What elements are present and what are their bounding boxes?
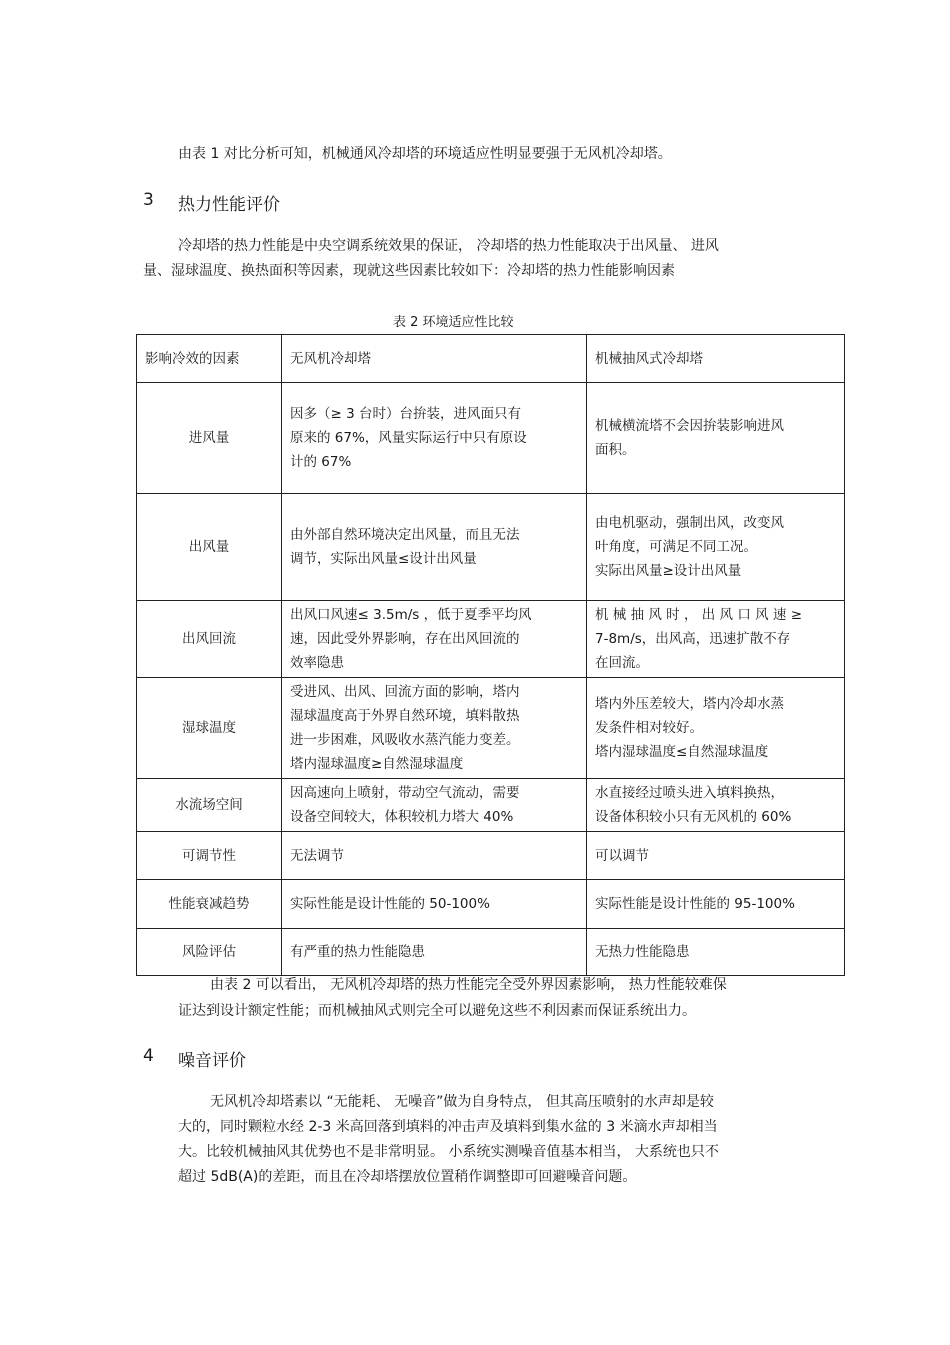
no-fan-cell — [282, 494, 587, 601]
section-3-paragraph-line-2: 量、湿球温度、换热面积等因素，现就这些因素比较如下：冷却塔的热力性能影响因素 — [143, 263, 675, 279]
mechanical-cell — [587, 383, 845, 494]
cell-line: 由电机驱动，强制出风，改变风 — [595, 515, 784, 531]
table-row — [137, 494, 845, 601]
section-4-line-4: 超过 5dB(A)的差距，而且在冷却塔摆放位置稍作调整即可回避噪音问题。 — [178, 1169, 637, 1185]
section-4-title: 噪音评价 — [178, 1051, 246, 1071]
cell-line: 有严重的热力性能隐患 — [290, 944, 425, 960]
row-factor: 出风量 — [137, 494, 282, 601]
cell-line: 塔内外压差较大，塔内冷却水蒸 — [595, 696, 784, 712]
no-fan-cell — [282, 601, 587, 678]
mechanical-cell — [587, 779, 845, 832]
table-row — [137, 929, 845, 976]
row-factor: 可调节性 — [137, 832, 282, 880]
header-no-fan-tower: 无风机冷却塔 — [282, 335, 587, 383]
section-4-line-2: 大的，同时颗粒水经 2-3 米高回落到填料的冲击声及填料到集水盆的 3 米滴水声却相当 — [178, 1119, 718, 1135]
cell-line: 出风口风速≤ 3.5m/s ，低于夏季平均风 — [290, 607, 532, 623]
table-row — [137, 832, 845, 880]
row-factor: 进风量 — [137, 383, 282, 494]
cell-line: 实际性能是设计性能的 95-100% — [595, 896, 795, 912]
table-row — [137, 880, 845, 929]
cell-line: 实际性能是设计性能的 50-100% — [290, 896, 490, 912]
after-table-line-1: 由表 2 可以看出， 无风机冷却塔的热力性能完全受外界因素影响， 热力性能较难保 — [210, 977, 727, 993]
mechanical-cell — [587, 832, 845, 880]
cell-line: 设备体积较小只有无风机的 60% — [595, 809, 792, 825]
no-fan-cell — [282, 832, 587, 880]
no-fan-cell — [282, 929, 587, 976]
mechanical-cell — [587, 929, 845, 976]
section-4-line-1: 无风机冷却塔素以 “无能耗、 无噪音”做为自身特点， 但其高压喷射的水声却是较 — [210, 1094, 714, 1110]
table-caption: 表 2 环境适应性比较 — [393, 315, 514, 330]
header-mechanical-tower: 机械抽风式冷却塔 — [587, 335, 845, 383]
cell-line: 机械横流塔不会因拚装影响进风 — [595, 418, 784, 434]
cell-line: 无热力性能隐患 — [595, 944, 690, 960]
table-row — [137, 678, 845, 779]
header-factor: 影响冷效的因素 — [137, 335, 282, 383]
comparison-table — [136, 334, 845, 976]
section-4-line-3: 大。比较机械抽风其优势也不是非常明显。 小系统实测噪音值基本相当， 大系统也只不 — [178, 1144, 719, 1160]
section-4-number: 4 — [143, 1046, 154, 1066]
cell-line: 发条件相对较好。 — [595, 720, 703, 736]
row-factor: 出风回流 — [137, 601, 282, 678]
cell-line: 在回流。 — [595, 655, 649, 671]
mechanical-cell — [587, 678, 845, 779]
row-factor: 湿球温度 — [137, 678, 282, 779]
row-factor: 水流场空间 — [137, 779, 282, 832]
cell-line: 7-8m/s，出风高，迅速扩散不存 — [595, 631, 791, 647]
cell-line: 无法调节 — [290, 847, 344, 864]
cell-line: 原来的 67%，风量实际运行中只有原设 — [290, 430, 527, 446]
section-3-paragraph-line-1: 冷却塔的热力性能是中央空调系统效果的保证， 冷却塔的热力性能取决于出风量、 进风 — [178, 238, 719, 254]
cell-line: 由外部自然环境决定出风量，而且无法 — [290, 527, 520, 543]
cell-line: 湿球温度高于外界自然环境，填料散热 — [290, 708, 520, 724]
section-3-title: 热力性能评价 — [178, 195, 280, 215]
cell-line: 实际出风量≥设计出风量 — [595, 563, 742, 579]
table-row — [137, 779, 845, 832]
cell-line: 机 械 抽 风 时 ， 出 风 口 风 速 ≥ — [595, 607, 803, 623]
intro-paragraph: 由表 1 对比分析可知，机械通风冷却塔的环境适应性明显要强于无风机冷却塔。 — [178, 146, 672, 162]
after-table-line-2: 证达到设计额定性能；而机械抽风式则完全可以避免这些不利因素而保证系统出力。 — [178, 1003, 696, 1019]
mechanical-cell — [587, 494, 845, 601]
cell-line: 可以调节 — [595, 847, 649, 864]
cell-line: 进一步困难，风吸收水蒸汽能力变差。 — [290, 732, 520, 748]
cell-line: 调节，实际出风量≤设计出风量 — [290, 551, 477, 567]
cell-line: 因高速向上喷射，带动空气流动，需要 — [290, 785, 520, 801]
no-fan-cell — [282, 880, 587, 929]
mechanical-cell — [587, 601, 845, 678]
row-factor: 性能衰减趋势 — [137, 880, 282, 929]
cell-line: 塔内湿球温度≥自然湿球温度 — [290, 756, 464, 772]
section-3-number: 3 — [143, 190, 154, 210]
cell-line: 塔内湿球温度≤自然湿球温度 — [595, 744, 769, 760]
cell-line: 受进风、出风、回流方面的影响，塔内 — [290, 684, 520, 700]
cell-line: 因多（≥ 3 台时）台拚装，进风面只有 — [290, 406, 521, 422]
cell-line: 叶角度，可满足不同工况。 — [595, 539, 757, 555]
mechanical-cell — [587, 880, 845, 929]
table-header-row — [137, 335, 845, 383]
cell-line: 设备空间较大，体积较机力塔大 40% — [290, 809, 514, 825]
cell-line: 计的 67% — [290, 454, 352, 470]
cell-line: 水直接经过喷头进入填料换热， — [595, 785, 784, 801]
cell-line: 速，因此受外界影响，存在出风回流的 — [290, 631, 520, 647]
cell-line: 效率隐患 — [290, 655, 344, 671]
table-row — [137, 383, 845, 494]
no-fan-cell — [282, 779, 587, 832]
no-fan-cell — [282, 383, 587, 494]
table-row — [137, 601, 845, 678]
cell-line: 面积。 — [595, 442, 636, 458]
row-factor: 风险评估 — [137, 929, 282, 976]
no-fan-cell — [282, 678, 587, 779]
